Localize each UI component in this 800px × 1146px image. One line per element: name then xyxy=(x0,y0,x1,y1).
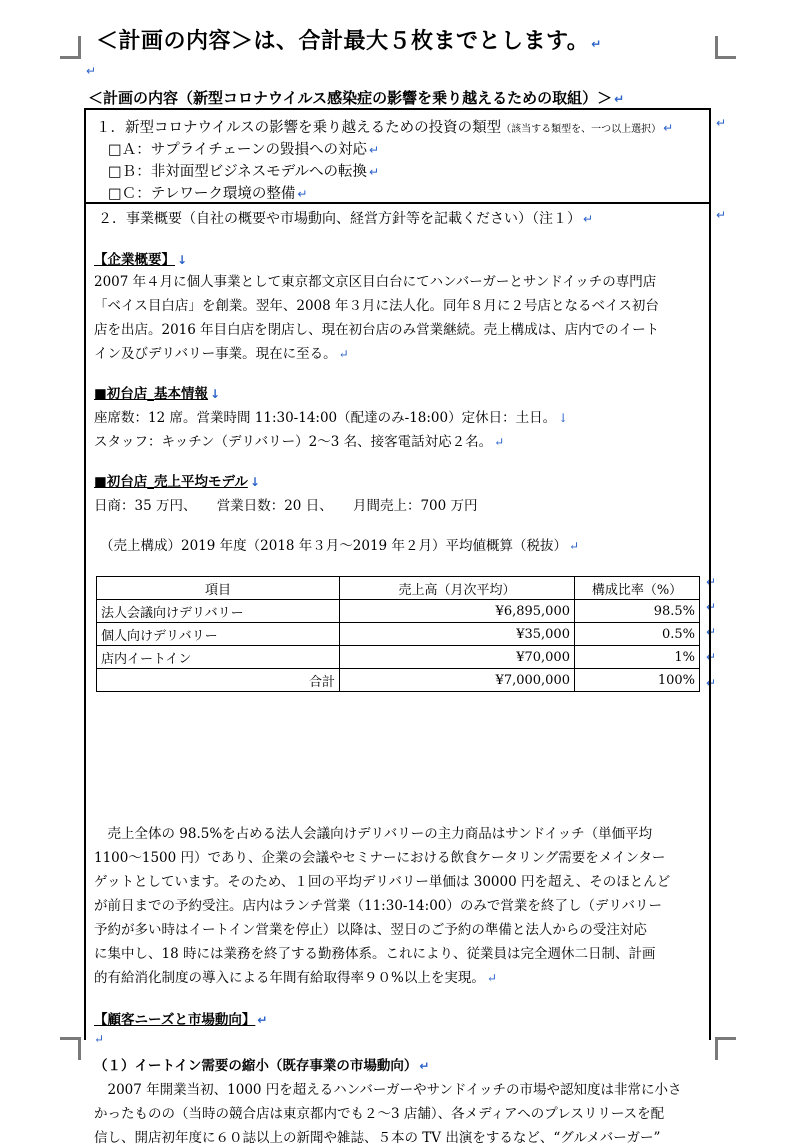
crop-mark-top-right xyxy=(715,36,736,59)
needs-heading: 【顧客ニーズと市場動向】 ↵ xyxy=(94,1012,268,1028)
option-b-checkbox[interactable]: □Ｂ：非対面型ビジネスモデルへの転換 ↵ xyxy=(108,164,380,180)
paragraph-line: に集中し、18 時には業務を終了する勤務体系。これにより、従業員は完全週休二日制、計画 xyxy=(94,946,656,962)
paragraph-mark-icon: ↵ xyxy=(706,650,717,664)
sales-model-line: 日商：35 万円、 営業日数：20 日、 月間売上：700 万円 xyxy=(94,498,478,514)
paragraph-mark-icon: ↵ xyxy=(716,116,727,130)
plan-frame xyxy=(84,108,711,1146)
paragraph-mark-icon: ↵ xyxy=(706,600,717,614)
basic-info-heading: ■初台店_基本情報 ↓ xyxy=(94,386,221,402)
paragraph-mark-icon: ↵ xyxy=(591,37,602,51)
table-total-row xyxy=(97,669,700,692)
company-line: イン及びデリバリー事業。現在に至る。 ↵ xyxy=(94,346,349,362)
paragraph-mark-icon: ↵ xyxy=(706,575,717,589)
section-investment-type xyxy=(86,110,709,204)
section2-title: ２．事業概要（自社の概要や市場動向、経営方針等を記載ください）（注１） ↵ xyxy=(98,211,594,227)
basic-info-line: 座席数：12 席。営業時間 11:30-14:00（配達のみ-18:00）定休日：土日。 ↓ xyxy=(94,410,569,426)
paragraph-mark-icon: ↵ xyxy=(94,1032,105,1046)
table-cell: ¥35,000 xyxy=(340,623,575,646)
table-row xyxy=(97,623,700,646)
option-c-checkbox[interactable]: □Ｃ：テレワーク環境の整備 ↵ xyxy=(108,186,308,202)
market-line: かったものの（当時の競合店は東京都内でも２～3 店舗）、各メディアへのプレスリリースを配 xyxy=(94,1106,665,1122)
eat-in-subheading: （１）イートイン需要の縮小（既存事業の市場動向） ↵ xyxy=(94,1058,430,1074)
table-cell: ¥6,895,000 xyxy=(340,600,575,623)
table-cell: ¥70,000 xyxy=(340,646,575,669)
plan-subheading: ＜計画の内容（新型コロナウイルス感染症の影響を乗り越えるための取組）＞ ↵ xyxy=(88,89,625,107)
table-cell: 店内イートイン xyxy=(97,646,340,669)
table-cell: 100% xyxy=(574,669,699,692)
table-header: 項目 xyxy=(97,577,340,600)
paragraph-line: 売上全体の 98.5%を占める法人会議向けデリバリーの主力商品はサンドイッチ（単価平均 xyxy=(94,826,653,842)
paragraph-mark-icon: ↵ xyxy=(86,64,97,78)
table-header-row xyxy=(97,577,700,600)
company-line: 2007 年４月に個人事業として東京都文京区目白台にてハンバーガーとサンドイッチの専門店 xyxy=(94,274,657,290)
basic-info-line: スタッフ：キッチン（デリバリー）2～3 名、接客電話対応２名。 ↵ xyxy=(94,434,505,450)
table-cell: 法人会議向けデリバリー xyxy=(97,600,340,623)
company-line: 店を出店。2016 年目白店を閉店し、現在初台店のみ営業継続。売上構成は、店内でのイート xyxy=(94,322,660,338)
table-header: 売上高（月次平均） xyxy=(340,577,575,600)
company-heading: 【企業概要】 ↓ xyxy=(94,252,188,268)
paragraph-line: 1100～1500 円）であり、企業の会議やセミナーにおける飲食ケータリング需要をメインター xyxy=(94,850,666,866)
paragraph-line: 的有給消化制度の導入による年間有給取得率９０%以上を実現。 ↵ xyxy=(94,970,497,986)
paragraph-mark-icon: ↵ xyxy=(706,625,717,639)
sales-model-heading: ■初台店_売上平均モデル ↓ xyxy=(94,474,260,490)
section1-title: １．新型コロナウイルスの影響を乗り越えるための投資の類型（該当する類型を、一つ以上選択） ↵ xyxy=(96,120,674,136)
option-a-checkbox[interactable]: □Ａ：サプライチェーンの毀損への対応 ↵ xyxy=(108,142,380,158)
market-line: 2007 年開業当初、1000 円を超えるハンバーガーやサンドイッチの市場や認知度は非常に小さ xyxy=(94,1082,682,1098)
paragraph-mark-icon: ↵ xyxy=(614,92,625,106)
table-cell: 合計 xyxy=(97,669,340,692)
paragraph-line: ゲットとしています。そのため、１回の平均デリバリー単価は 30000 円を超え、そのほとんど xyxy=(94,874,671,890)
sales-table xyxy=(96,576,700,692)
table-cell: 個人向けデリバリー xyxy=(97,623,340,646)
paragraph-mark-icon: ↵ xyxy=(716,208,727,222)
table-row xyxy=(97,600,700,623)
table-cell: 1% xyxy=(574,646,699,669)
paragraph-line: 予約が多い時はイートイン営業を停止）以降は、翌日のご予約の準備と法人からの受注対応 xyxy=(94,922,647,938)
market-line: 信し、開店初年度に６０誌以上の新聞や雑誌、５本の TV 出演をするなど、“グルメバーガー” xyxy=(94,1130,661,1146)
table-row xyxy=(97,646,700,669)
paragraph-line: が前日までの予約受注。店内はランチ営業（11:30-14:00）のみで営業を終了し（デリバリー xyxy=(94,898,662,914)
table-caption: （売上構成）2019 年度（2018 年３月～2019 年２月）平均値概算（税抜） ↵ xyxy=(100,538,580,554)
crop-mark-bottom-right xyxy=(715,1037,736,1060)
table-header: 構成比率（%） xyxy=(574,577,699,600)
company-line: 「ベイス目白店」を創業。翌年、2008 年３月に法人化。同年８月に２号店となるベイス初台 xyxy=(94,298,659,314)
crop-mark-top-left xyxy=(60,36,81,59)
table-cell: ¥7,000,000 xyxy=(340,669,575,692)
paragraph-mark-icon: ↵ xyxy=(706,676,717,690)
page-heading: ＜計画の内容＞は、合計最大５枚までとします。 ↵ xyxy=(96,29,602,54)
crop-mark-bottom-left xyxy=(60,1037,81,1060)
table-cell: 98.5% xyxy=(574,600,699,623)
table-cell: 0.5% xyxy=(574,623,699,646)
